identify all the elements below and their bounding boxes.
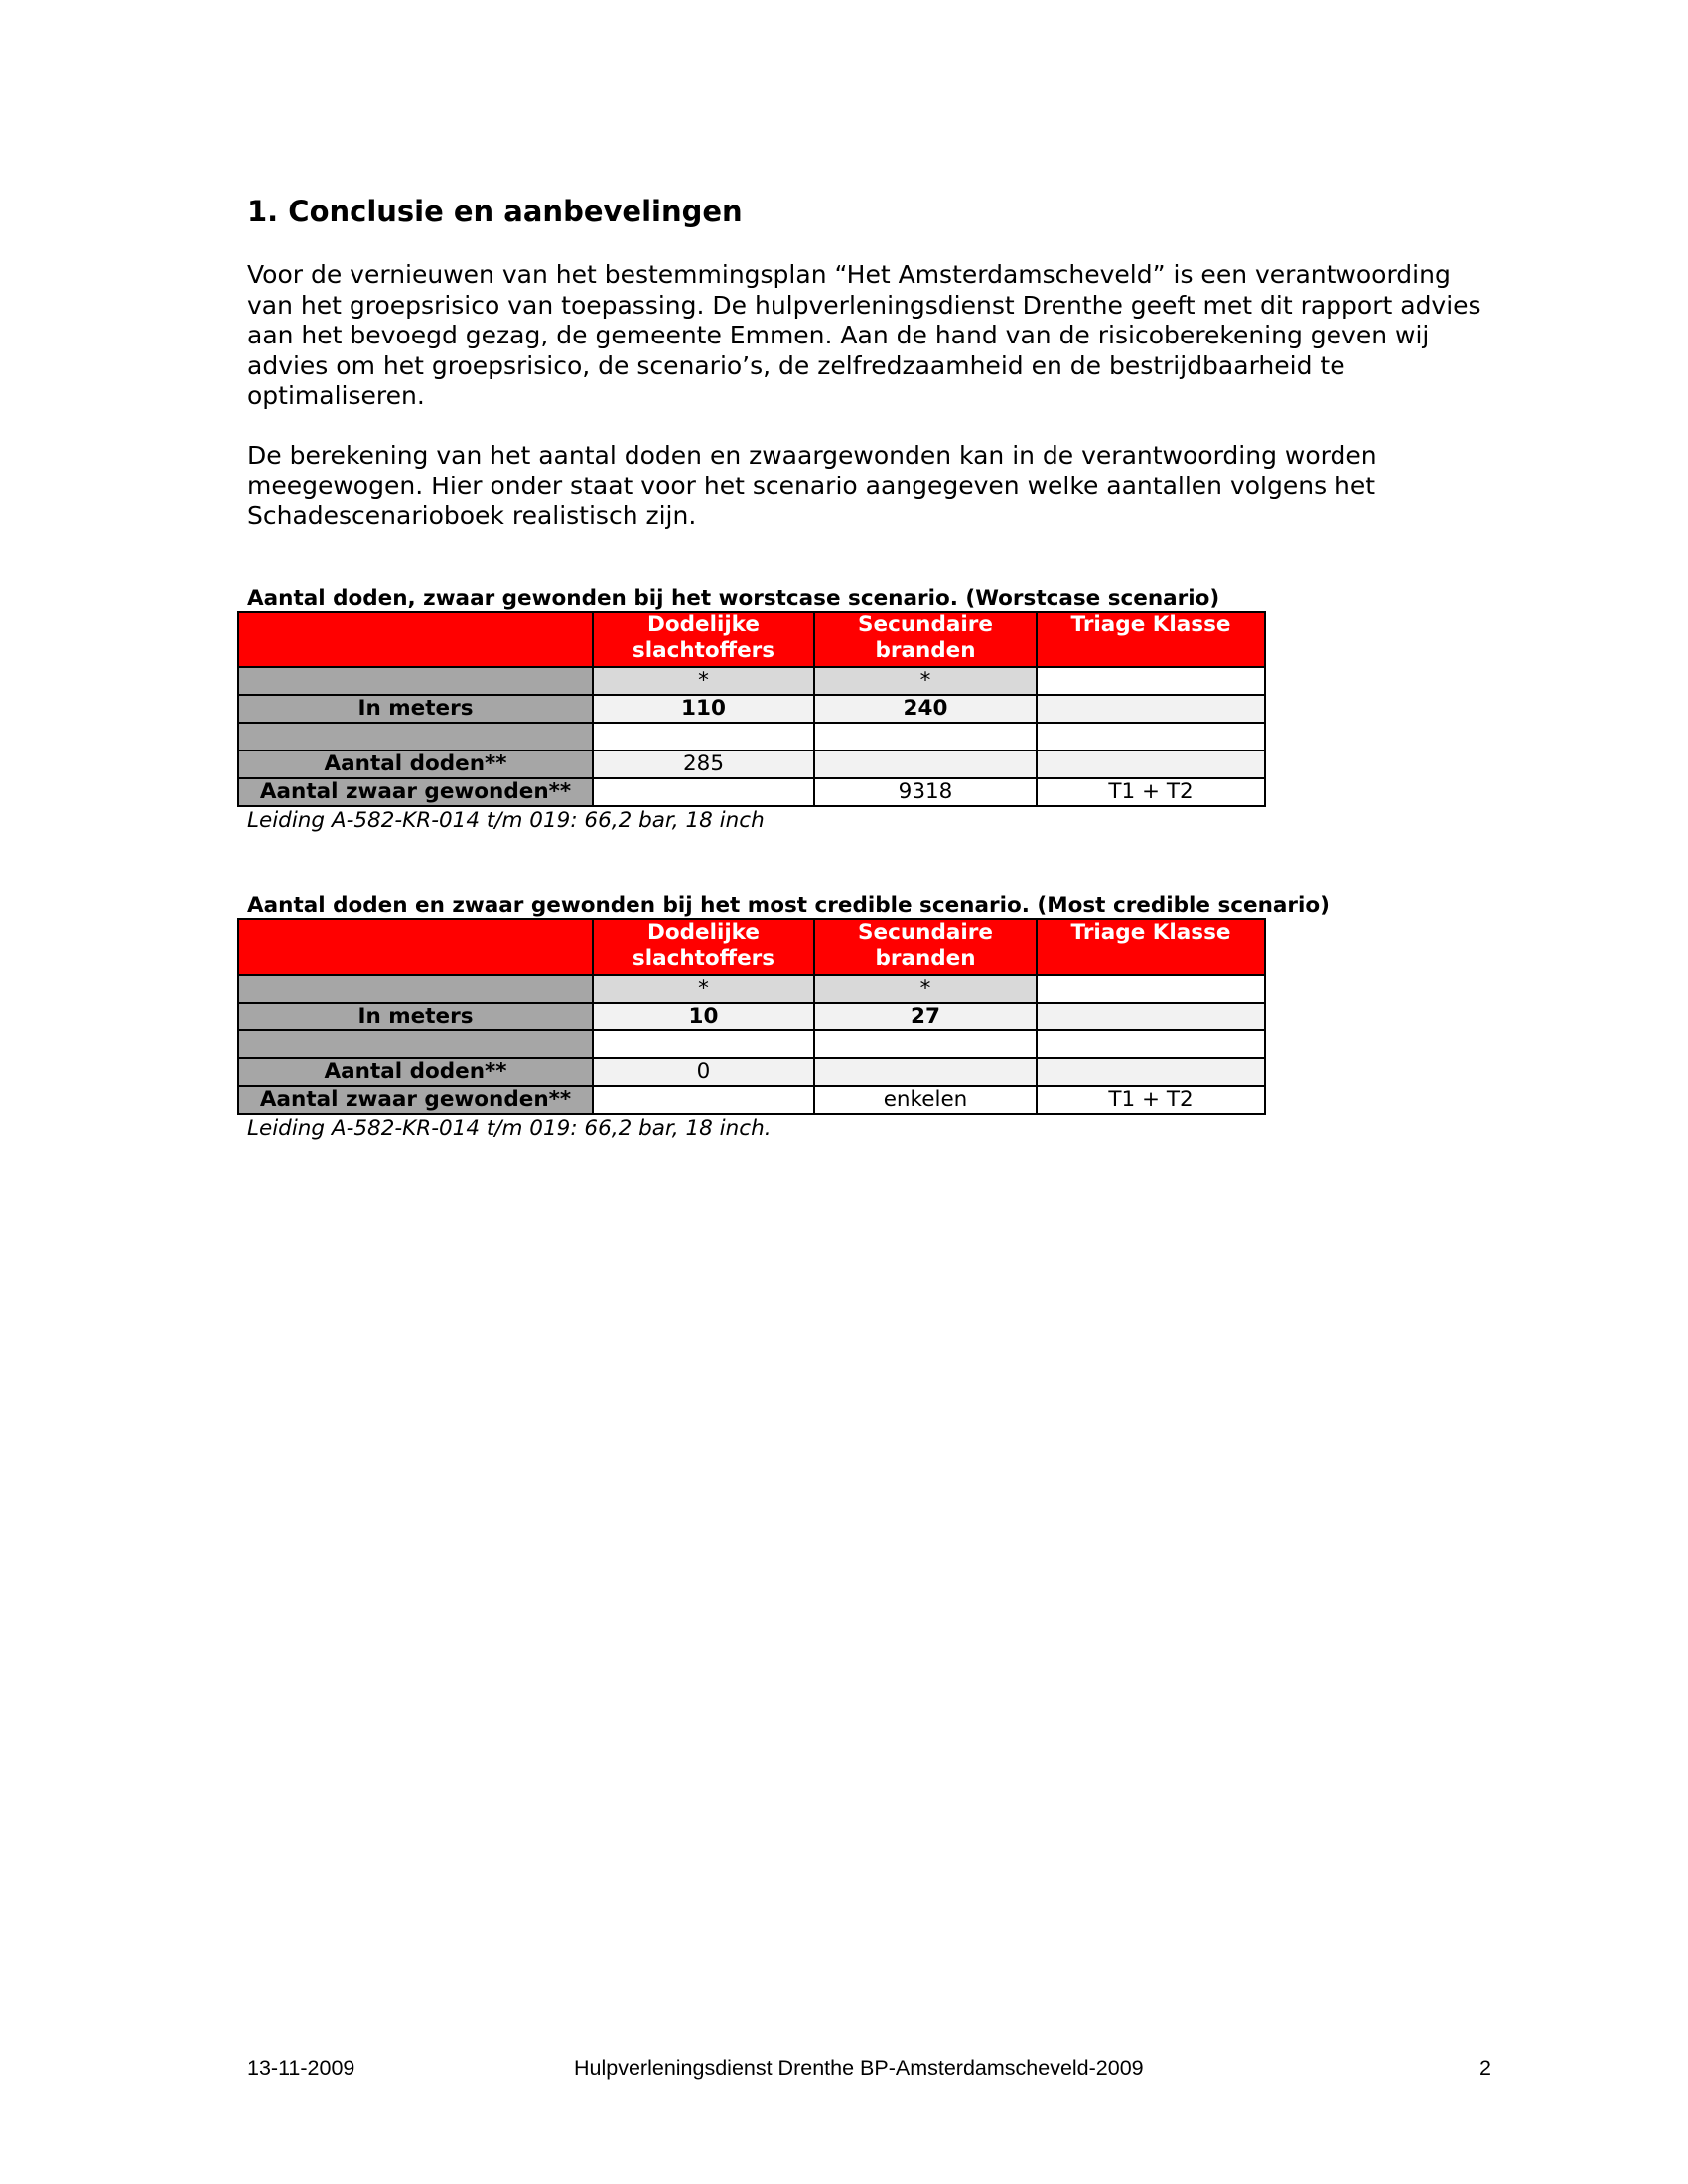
row-label: In meters — [238, 1003, 593, 1030]
header-cell-empty — [238, 612, 593, 667]
table-cell — [1037, 667, 1265, 695]
table-row — [238, 723, 1265, 751]
table-cell — [593, 1030, 814, 1058]
table-cell: 285 — [593, 751, 814, 778]
table-cell — [1037, 723, 1265, 751]
table-cell: T1 + T2 — [1037, 1086, 1265, 1114]
table-header-row — [238, 612, 1265, 667]
table-cell — [1037, 1003, 1265, 1030]
intro-paragraph: Voor de vernieuwen van het bestemmingsplan “Het Amsterdamscheveld” is een verantwoording van het groepsrisico van toepassing. De hulpverleningsdienst Drenthe geeft met dit rapport advies aan het bevoegd gezag, de gemeente Emmen. Aan de hand van de risicoberekening geven wij advies om het groepsrisico, de scenario’s, de zelfredzaamheid en de bestrijdbaarheid te optimaliseren. — [247, 260, 1481, 410]
table-cell: * — [593, 975, 814, 1003]
table-cell — [1037, 1030, 1265, 1058]
most-credible-table-note: Leiding A-582-KR-014 t/m 019: 66,2 bar, 18 inch. — [247, 1116, 772, 1141]
calculation-paragraph: De berekening van het aantal doden en zwaargewonden kan in de verantwoording worden meegewogen. Hier onder staat voor het scenario aangegeven welke aantallen volgens het Schadescenarioboek realistisch zijn. — [247, 441, 1377, 530]
most-credible-table — [237, 918, 1266, 1115]
table-row — [238, 1086, 1265, 1114]
row-label — [238, 1030, 593, 1058]
table-cell: enkelen — [814, 1086, 1037, 1114]
table-cell — [593, 778, 814, 806]
row-label: Aantal doden** — [238, 751, 593, 778]
table-cell: 9318 — [814, 778, 1037, 806]
table-cell — [814, 723, 1037, 751]
header-dodelijke-slachtoffers: Dodelijke slachtoffers — [593, 612, 814, 667]
section-heading: 1. Conclusie en aanbevelingen — [247, 195, 743, 228]
table-cell: 27 — [814, 1003, 1037, 1030]
table-cell: * — [814, 975, 1037, 1003]
header-dodelijke-slachtoffers: Dodelijke slachtoffers — [593, 919, 814, 975]
table-row — [238, 975, 1265, 1003]
row-label: Aantal doden** — [238, 1058, 593, 1086]
most-credible-table-caption: Aantal doden en zwaar gewonden bij het most credible scenario. (Most credible scenario) — [247, 893, 1330, 918]
table-cell: * — [593, 667, 814, 695]
row-label — [238, 667, 593, 695]
table-row — [238, 778, 1265, 806]
table-row — [238, 751, 1265, 778]
table-cell: T1 + T2 — [1037, 778, 1265, 806]
table-cell: 110 — [593, 695, 814, 723]
table-cell — [593, 1086, 814, 1114]
page-number: 2 — [1479, 2056, 1491, 2080]
worstcase-table-caption: Aantal doden, zwaar gewonden bij het worstcase scenario. (Worstcase scenario) — [247, 586, 1220, 611]
header-triage-klasse: Triage Klasse — [1037, 919, 1265, 975]
table-cell — [814, 751, 1037, 778]
table-row — [238, 1058, 1265, 1086]
row-label: Aantal zwaar gewonden** — [238, 1086, 593, 1114]
table-cell — [1037, 695, 1265, 723]
table-row — [238, 695, 1265, 723]
table-cell — [1037, 1058, 1265, 1086]
header-secundaire-branden: Secundaire branden — [814, 919, 1037, 975]
table-row — [238, 1030, 1265, 1058]
row-label: In meters — [238, 695, 593, 723]
worstcase-table — [237, 611, 1266, 807]
table-header-row — [238, 919, 1265, 975]
row-label: Aantal zwaar gewonden** — [238, 778, 593, 806]
header-cell-empty — [238, 919, 593, 975]
table-cell: 0 — [593, 1058, 814, 1086]
table-cell: * — [814, 667, 1037, 695]
table-cell: 10 — [593, 1003, 814, 1030]
footer-date: 13-11-2009 — [247, 2056, 355, 2080]
table-cell — [593, 723, 814, 751]
header-secundaire-branden: Secundaire branden — [814, 612, 1037, 667]
table-cell — [814, 1058, 1037, 1086]
worstcase-table-note: Leiding A-582-KR-014 t/m 019: 66,2 bar, 18 inch — [247, 808, 765, 833]
row-label — [238, 723, 593, 751]
table-row — [238, 1003, 1265, 1030]
table-cell — [814, 1030, 1037, 1058]
table-cell — [1037, 975, 1265, 1003]
table-row — [238, 667, 1265, 695]
table-cell — [1037, 751, 1265, 778]
header-triage-klasse: Triage Klasse — [1037, 612, 1265, 667]
row-label — [238, 975, 593, 1003]
table-cell: 240 — [814, 695, 1037, 723]
footer-organisation: Hulpverleningsdienst Drenthe BP-Amsterdamscheveld-2009 — [574, 2056, 1144, 2080]
